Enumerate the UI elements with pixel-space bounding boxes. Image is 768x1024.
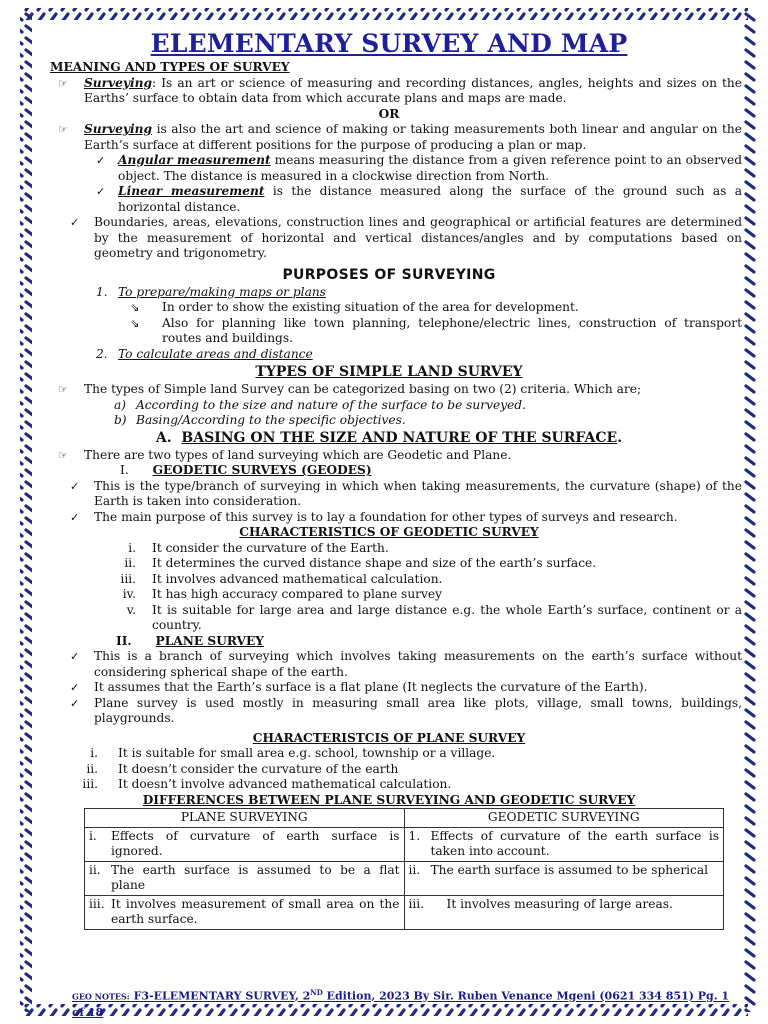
list-item: i. It is suitable for small area e.g. school, township or a village. (90, 746, 496, 760)
pointing-hand-icon: ☞ (58, 123, 68, 136)
geodetic-p1: ✓ This is the type/branch of surveying in which when taking measurements, the curvature (shape) of the Earth is taken into consideration. (70, 478, 742, 508)
pointing-hand-icon: ☞ (58, 76, 68, 90)
differences-table (84, 808, 724, 930)
table-row: ii. The earth surface is assumed to be a flat plane ii. The earth surface is assumed to be spherical (85, 861, 724, 895)
angular-measurement: ✓ Angular measurement means measuring the distance from a given reference point to an observed object. The distance is measured in a clockwise direction from North. (96, 153, 742, 183)
pointing-hand-icon: ☞ (58, 383, 68, 396)
criterion-a: a) According to the size and nature of the surface to be surveyed. (114, 397, 526, 412)
list-item: v. It is suitable for large area and large distance e.g. the whole Earth’s surface, continent or a country. (126, 602, 742, 632)
check-icon: ✓ (70, 510, 80, 524)
types-heading: TYPES OF SIMPLE LAND SURVEY (255, 364, 523, 380)
column-header: GEODETIC SURVEYING (404, 809, 724, 828)
types-intro: ☞ The types of Simple land Survey can be categorized basing on two (2) criteria. Which are; (58, 382, 642, 396)
definition-1: ☞ Surveying: Is an art or science of measuring and recording distances, angles, heights and sizes on the Earths’ surface to obtain data from which accurate plans and maps are made. (58, 75, 742, 105)
list-item: ii. It doesn’t consider the curvature of the earth (86, 761, 399, 776)
plane-p2: ✓ It assumes that the Earth’s surface is a flat plane (It neglects the curvature of the Earth). (70, 680, 648, 694)
purpose-sub-2: ⇘ Also for planning like town planning, telephone/electric lines, construction of transport routes and buildings. (130, 315, 742, 345)
geodetic-char-heading: CHARACTERISTICS OF GEODETIC SURVEY (239, 525, 539, 539)
arrow-icon: ⇘ (130, 301, 140, 314)
section-a-heading: A. BASING ON THE SIZE AND NATURE OF THE SURFACE. (155, 429, 623, 446)
check-icon: ✓ (70, 650, 80, 663)
plane-char-list (36, 746, 742, 793)
table-header-row (85, 809, 724, 828)
check-icon: ✓ (70, 216, 80, 229)
plane-p3: ✓ Plane survey is used mostly in measuring small area like plots, village, small towns, buildings, playgrounds. (70, 695, 742, 725)
table-row: i. Effects of curvature of earth surface is ignored. 1. Effects of curvature of the earth surface is taken into account. (85, 827, 724, 861)
meaning-heading: MEANING AND TYPES OF SURVEY (50, 60, 290, 74)
check-icon: ✓ (70, 479, 80, 493)
purpose-sub-1: ⇘ In order to show the existing situation of the area for development. (130, 300, 579, 314)
plane-heading: II. PLANE SURVEY (116, 633, 264, 648)
list-item: i. It consider the curvature of the Earth. (128, 540, 389, 555)
pointing-hand-icon: ☞ (58, 448, 68, 462)
purpose-item-1: 1. To prepare/making maps or plans (96, 284, 326, 299)
geodetic-char-list (36, 541, 742, 634)
plane-p1: ✓ This is a branch of surveying which involves taking measurements on the earth’s surface without considering spherical shape of the earth. (70, 649, 742, 679)
definition-2: ☞ Surveying is also the art and science of making or taking measurements both linear and angular on the Earth’s surface at different positions for the purpose of producing a plan or map. (58, 122, 742, 152)
list-item: ii. It determines the curved distance shape and size of the earth’s surface. (124, 556, 597, 570)
check-icon: ✓ (70, 681, 80, 694)
column-header: PLANE SURVEYING (85, 809, 405, 828)
page-content (36, 28, 742, 930)
purposes-heading: PURPOSES OF SURVEYING (282, 266, 496, 283)
differences-heading: DIFFERENCES BETWEEN PLANE SURVEYING AND GEODETIC SURVEY (142, 792, 636, 807)
page-title: ELEMENTARY SURVEY AND MAP (150, 29, 628, 58)
purpose-item-2: 2. To calculate areas and distance (96, 346, 313, 361)
list-item: iv. It has high accuracy compared to plane survey (122, 587, 442, 601)
check-icon: ✓ (96, 154, 106, 167)
check-icon: ✓ (70, 696, 80, 710)
list-item: iii. It doesn’t involve advanced mathematical calculation. (82, 777, 452, 791)
criterion-b: b) Basing/According to the specific objectives. (114, 413, 406, 427)
plane-char-heading: CHARACTERISTCIS OF PLANE SURVEY (252, 730, 526, 745)
check-icon: ✓ (96, 185, 106, 198)
geodetic-heading: I. GEODETIC SURVEYS (GEODES) (120, 463, 372, 477)
arrow-icon: ⇘ (130, 316, 140, 330)
geodetic-p2: ✓ The main purpose of this survey is to lay a foundation for other types of surveys and research. (70, 509, 678, 524)
list-item: iii. It involves advanced mathematical calculation. (120, 571, 443, 586)
table-row: iii. It involves measurement of small area on the earth surface. iii. It involves measuring of large areas. (85, 895, 724, 929)
linear-measurement: ✓ Linear measurement is the distance measured along the surface of the ground such as a horizontal distance. (96, 184, 742, 214)
or-divider: OR (378, 106, 400, 121)
boundaries-note: ✓ Boundaries, areas, elevations, construction lines and geographical or artificial features are determined by the measurement of horizontal and vertical distances/angles and by computations based on geometry and trigonometry. (70, 215, 742, 260)
section-a-intro: ☞ There are two types of land surveying which are Geodetic and Plane. (58, 447, 512, 462)
page-footer: GEO NOTES: F3-ELEMENTARY SURVEY, 2ND Edition, 2023 By Sir. Ruben Venance Mgeni (0621 334 851) Pg. 1 of 18 (72, 988, 730, 1020)
